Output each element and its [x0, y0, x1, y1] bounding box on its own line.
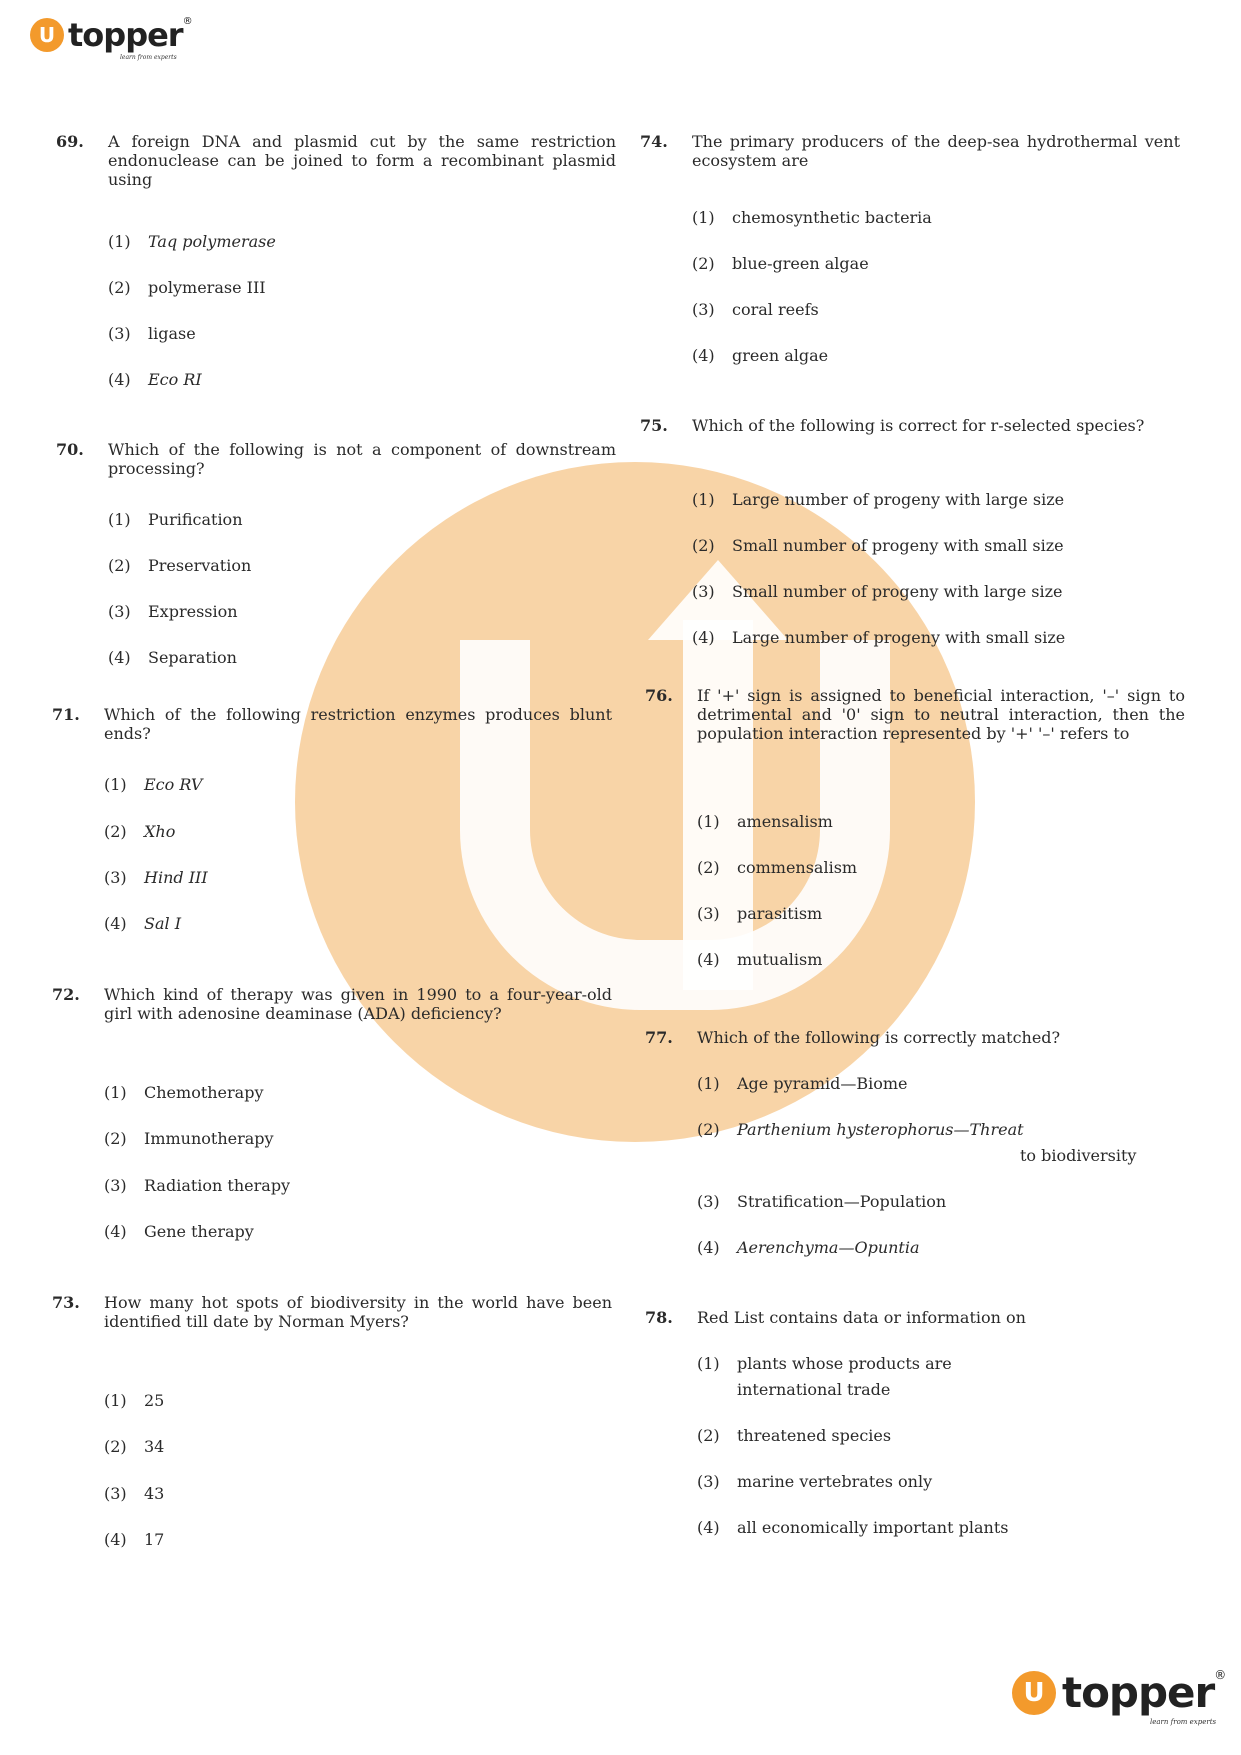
question-number: 72. [52, 985, 80, 1004]
option: (4) Aerenchyma—Opuntia [697, 1238, 920, 1257]
question-stem: Red List contains data or information on [697, 1308, 1026, 1327]
option: (2) Small number of progeny with small size [692, 536, 1064, 555]
question-stem: A foreign DNA and plasmid cut by the same restriction endonuclease can be joined to form a recombinant plasmid using [108, 132, 616, 189]
option: (2) Preservation [108, 556, 252, 575]
option: (3) Stratification—Population [697, 1192, 947, 1211]
option: (3) Radiation therapy [104, 1176, 291, 1195]
option-continuation: international trade [737, 1380, 891, 1399]
option: (4) Large number of progeny with small size [692, 628, 1066, 647]
option: (3) Small number of progeny with large size [692, 582, 1063, 601]
option: (1) Purification [108, 510, 243, 529]
logo-word: topper [68, 16, 183, 54]
option: (2) Immunotherapy [104, 1129, 274, 1148]
option: (3) ligase [108, 324, 196, 343]
watermark-arrow-stem [683, 620, 753, 990]
question-stem: Which kind of therapy was given in 1990 to a four-year-old girl with adenosine deaminase (ADA) deficiency? [104, 985, 612, 1023]
option: (4) Gene therapy [104, 1222, 254, 1241]
option: (4) all economically important plants [697, 1518, 1009, 1537]
option: (1) amensalism [697, 812, 833, 831]
option: (4) Separation [108, 648, 237, 667]
option: (1) Age pyramid—Biome [697, 1074, 908, 1093]
option: (3) Hind III [104, 868, 208, 887]
question-stem: The primary producers of the deep-sea hydrothermal vent ecosystem are [692, 132, 1180, 170]
option: (1) plants whose products are [697, 1354, 952, 1373]
question-stem: Which of the following is correctly matched? [697, 1028, 1061, 1047]
option: (3) parasitism [697, 904, 823, 923]
option: (3) 43 [104, 1484, 165, 1503]
logo-registered-mark: ® [1214, 1668, 1227, 1682]
question-stem: Which of the following is correct for r-selected species? [692, 416, 1145, 435]
option: (1) Eco RV [104, 775, 203, 794]
option: (1) Taq polymerase [108, 232, 276, 251]
logo-registered-mark: ® [182, 16, 193, 27]
option: (4) green algae [692, 346, 829, 365]
logo-bottom [1012, 1668, 1227, 1726]
question-number: 71. [52, 705, 80, 724]
option: (3) coral reefs [692, 300, 819, 319]
option: (1) Chemotherapy [104, 1083, 264, 1102]
option: (1) Large number of progeny with large size [692, 490, 1065, 509]
question-number: 74. [640, 132, 668, 151]
question-number: 77. [645, 1028, 673, 1047]
logo-word: topper [1062, 1668, 1215, 1717]
question-stem: If '+' sign is assigned to beneficial interaction, '–' sign to detrimental and '0' sign to neutral interaction, then the population interaction represented by '+' '–' refers to [697, 686, 1185, 743]
option: (3) marine vertebrates only [697, 1472, 933, 1491]
option: (2) commensalism [697, 858, 858, 877]
logo-top [30, 16, 193, 61]
logo-tagline: learn from experts [120, 54, 177, 61]
question-number: 78. [645, 1308, 673, 1327]
option: (2) Xho [104, 822, 176, 841]
logo-circle-icon: U [1012, 1671, 1056, 1715]
option: (4) Sal I [104, 914, 182, 933]
option: (2) 34 [104, 1437, 165, 1456]
option: (2) blue-green algae [692, 254, 869, 273]
question-number: 75. [640, 416, 668, 435]
option: (4) Eco RI [108, 370, 202, 389]
option: (2) threatened species [697, 1426, 892, 1445]
option: (1) 25 [104, 1391, 165, 1410]
logo-circle-icon: U [30, 18, 64, 52]
question-number: 69. [56, 132, 84, 151]
question-number: 76. [645, 686, 673, 705]
question-stem: Which of the following restriction enzymes produces blunt ends? [104, 705, 612, 743]
logo-tagline: learn from experts [1150, 1718, 1217, 1726]
option: (2) polymerase III [108, 278, 266, 297]
option-continuation: to biodiversity [1020, 1146, 1137, 1165]
question-stem: How many hot spots of biodiversity in the world have been identified till date by Norman Myers? [104, 1293, 612, 1331]
option: (1) chemosynthetic bacteria [692, 208, 932, 227]
question-number: 70. [56, 440, 84, 459]
option: (4) 17 [104, 1530, 165, 1549]
option: (2) Parthenium hysterophorus—Threat [697, 1120, 1024, 1139]
question-number: 73. [52, 1293, 80, 1312]
option: (3) Expression [108, 602, 238, 621]
question-stem: Which of the following is not a component of downstream processing? [108, 440, 616, 478]
option: (4) mutualism [697, 950, 823, 969]
